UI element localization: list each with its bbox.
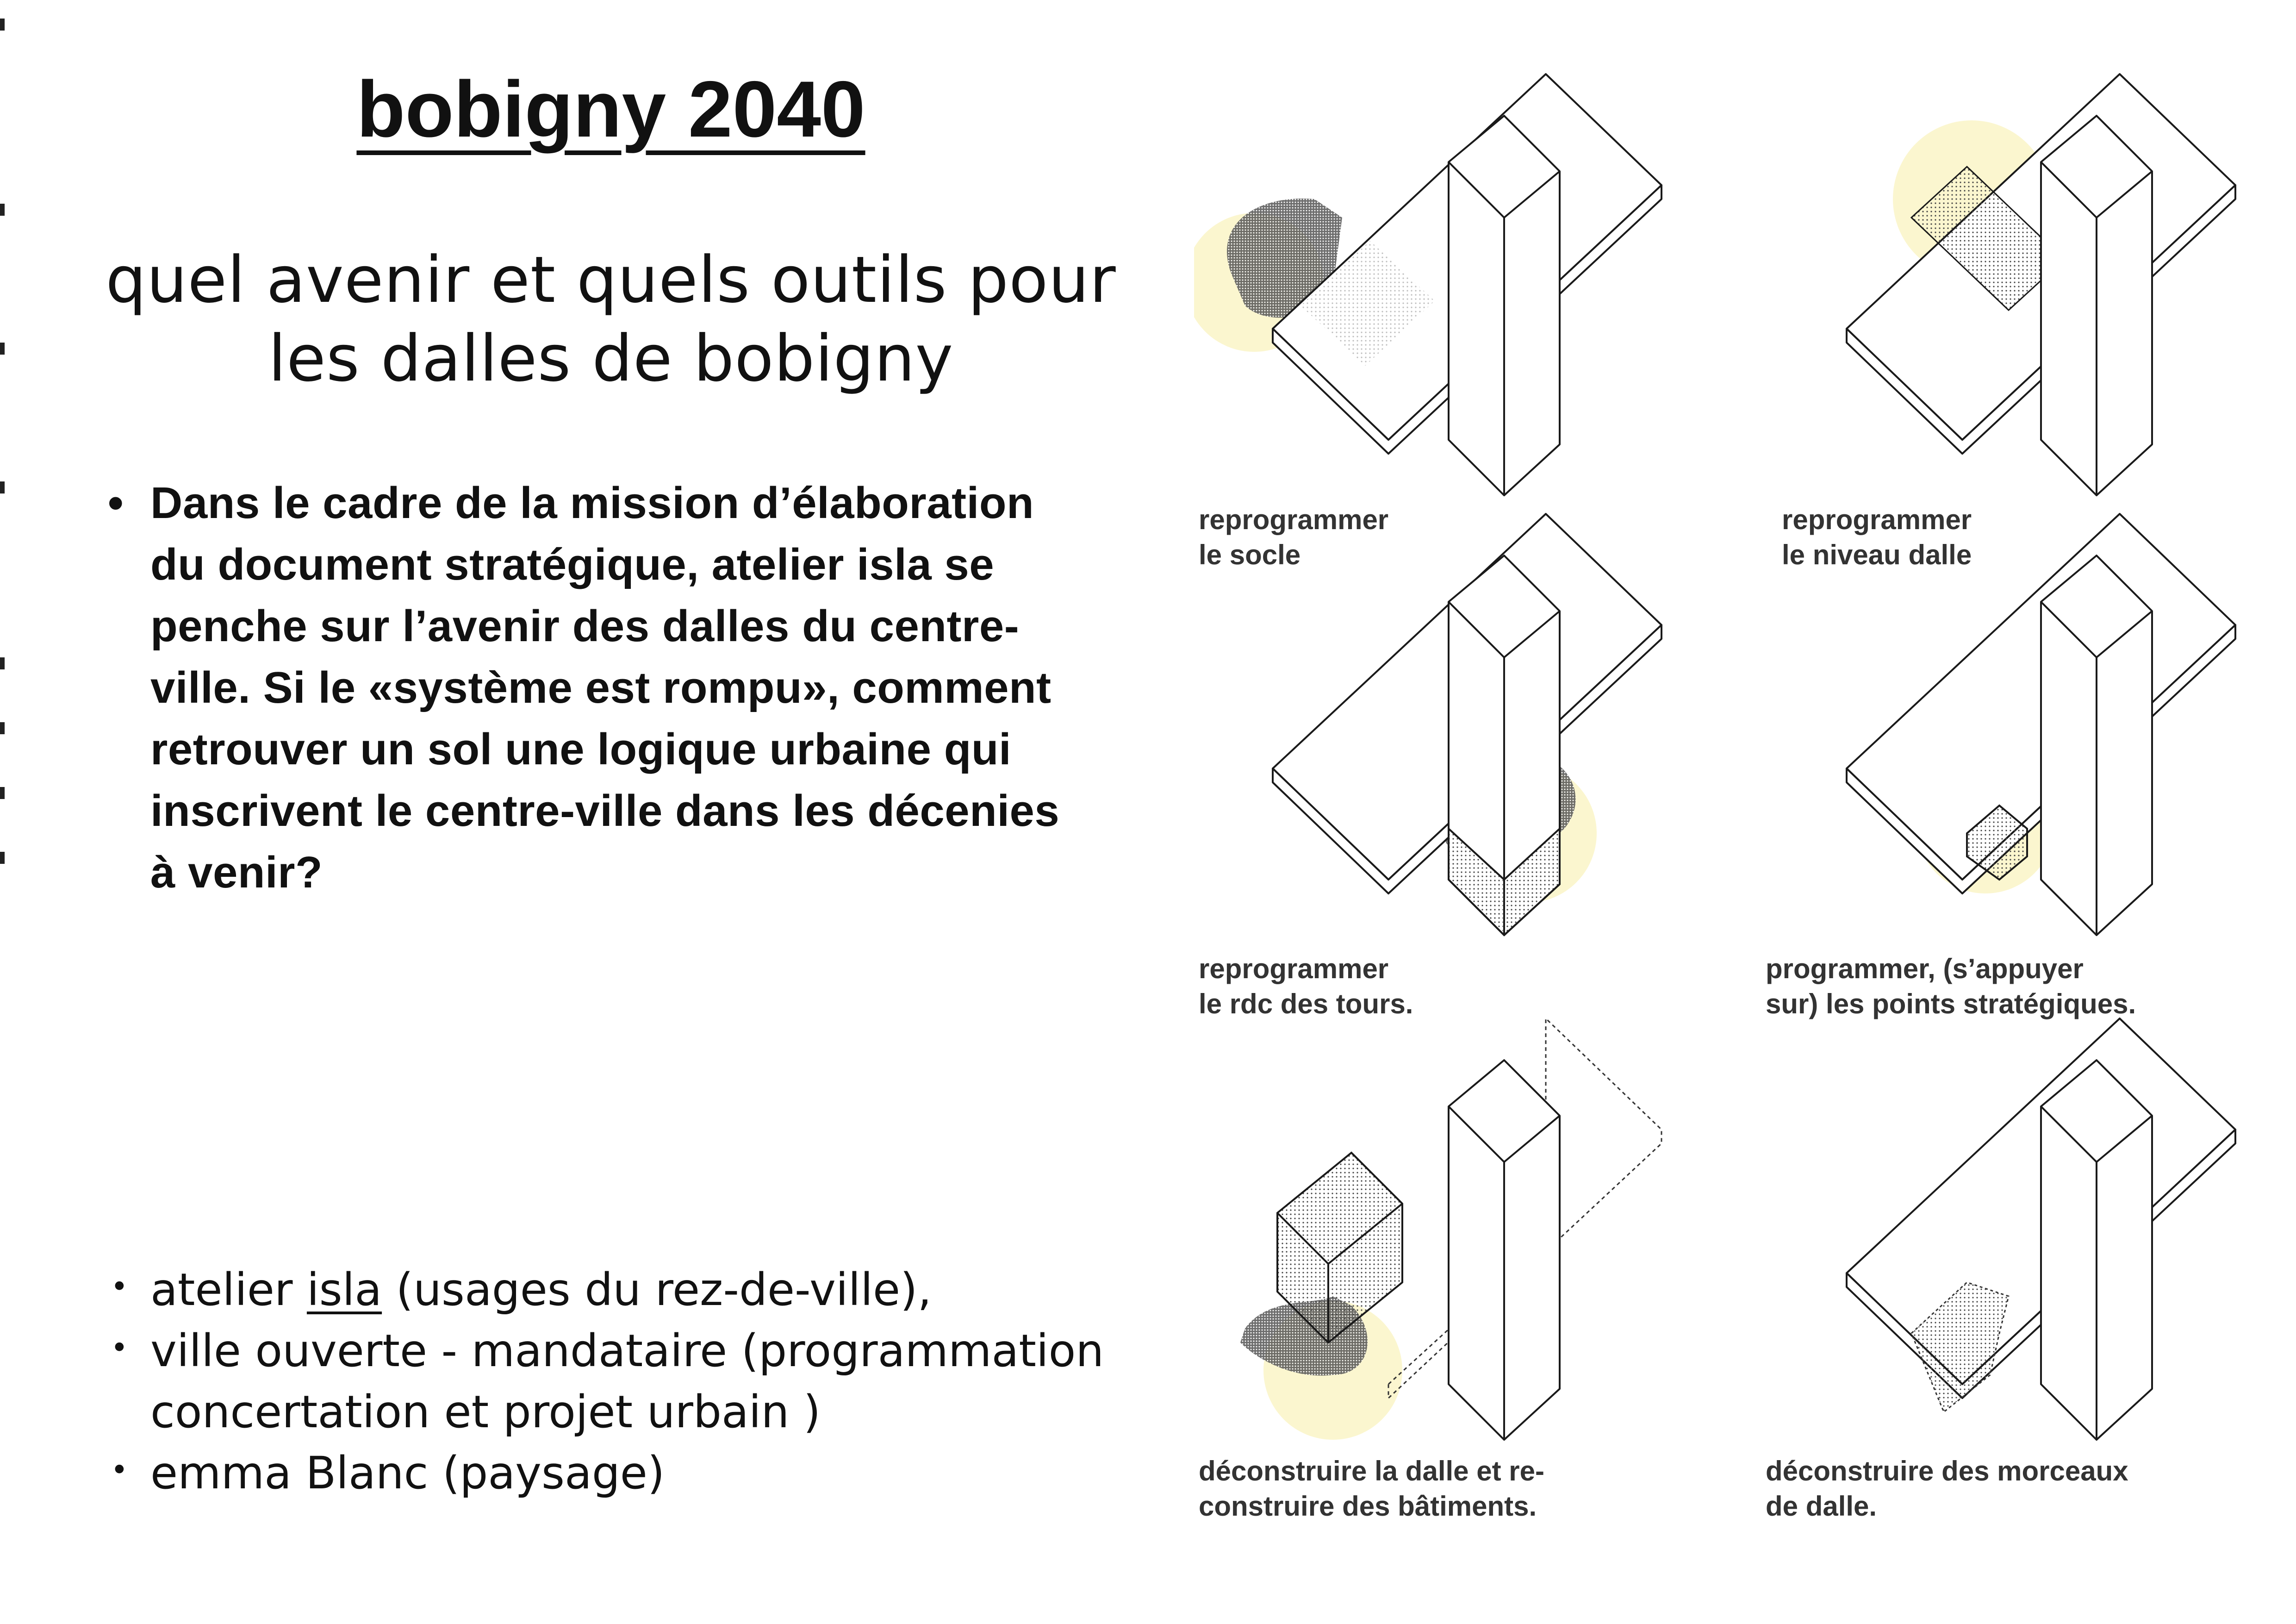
caption-line: déconstruire des morceaux bbox=[1766, 1455, 2128, 1487]
tower bbox=[1449, 116, 1560, 495]
tower bbox=[1449, 556, 1560, 935]
caption-line: de dalle. bbox=[1766, 1491, 1877, 1522]
isla-link[interactable]: isla bbox=[306, 1264, 382, 1316]
intro-line: inscrivent le centre-ville dans les décenies bbox=[150, 786, 1060, 836]
caption-line: le niveau dalle bbox=[1782, 539, 1972, 570]
caption-line: reprogrammer bbox=[1199, 953, 1389, 984]
intro-list bbox=[104, 472, 1127, 903]
diagram-rebuild bbox=[1194, 1009, 1777, 1500]
caption-line: construire des bâtiments. bbox=[1199, 1491, 1537, 1522]
tower bbox=[2041, 1060, 2152, 1440]
intro-line: à venir? bbox=[150, 848, 323, 897]
caption-line: le socle bbox=[1199, 539, 1301, 570]
credit-text: (usages du rez-de-ville), bbox=[382, 1264, 932, 1316]
page-edge-marks bbox=[0, 0, 6, 1624]
tower bbox=[1449, 1060, 1560, 1440]
subtitle-line: les dalles de bobigny bbox=[268, 321, 954, 396]
page-title: bobigny 2040 bbox=[356, 65, 865, 154]
diagram-caption bbox=[1766, 1454, 2128, 1524]
caption-line: reprogrammer bbox=[1782, 504, 1972, 535]
diagram-socle bbox=[1194, 65, 1777, 556]
credit-item: • emma Blanc (paysage) bbox=[104, 1443, 1169, 1504]
diagram-rdc bbox=[1194, 505, 1777, 995]
caption-line: programmer, (s’appuyer bbox=[1766, 953, 2084, 984]
diagram-caption bbox=[1199, 1454, 1544, 1524]
credit-line: concertation et projet urbain ) bbox=[150, 1386, 821, 1438]
caption-line: reprogrammer bbox=[1199, 504, 1389, 535]
intro-line: du document stratégique, atelier isla se bbox=[150, 540, 995, 589]
caption-line: sur) les points stratégiques. bbox=[1766, 988, 2136, 1019]
isometric-drawing bbox=[1768, 65, 2296, 528]
intro-line: retrouver un sol une logique urbaine qui bbox=[150, 725, 1012, 774]
isometric-drawing bbox=[1194, 505, 1777, 968]
tower bbox=[2041, 556, 2152, 935]
credit-item bbox=[104, 1320, 1169, 1443]
isometric-drawing bbox=[1768, 1009, 2296, 1472]
credits-list bbox=[104, 1259, 1169, 1504]
diagram-dalle bbox=[1768, 65, 2296, 556]
credit-line: • ville ouverte - mandataire (programmation bbox=[150, 1325, 1104, 1377]
subtitle-line: quel avenir et quels outils pour bbox=[106, 243, 1116, 317]
isometric-drawing bbox=[1194, 1009, 1777, 1472]
credit-item bbox=[104, 1259, 1169, 1320]
caption-line: déconstruire la dalle et re- bbox=[1199, 1455, 1544, 1487]
isometric-drawing bbox=[1768, 505, 2296, 968]
diagram-points bbox=[1768, 505, 2296, 995]
diagram-pieces bbox=[1768, 1009, 2296, 1500]
intro-line: • Dans le cadre de la mission d’élaboration bbox=[150, 478, 1034, 528]
intro-paragraph bbox=[104, 472, 1127, 903]
intro-line: penche sur l’avenir des dalles du centre- bbox=[150, 601, 1020, 651]
credit-text: atelier bbox=[150, 1264, 307, 1316]
caption-line: le rdc des tours. bbox=[1199, 988, 1413, 1019]
tower bbox=[2041, 116, 2152, 495]
intro-line: ville. Si le «système est rompu», comment bbox=[150, 663, 1052, 712]
page-subtitle bbox=[102, 241, 1120, 398]
isometric-drawing bbox=[1194, 65, 1777, 528]
